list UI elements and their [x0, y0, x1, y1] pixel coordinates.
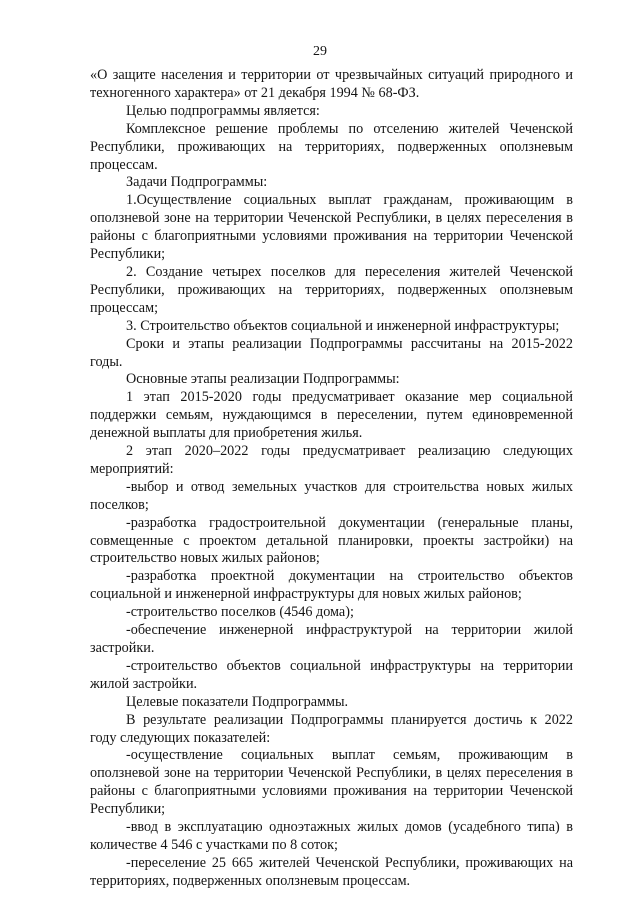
paragraph-goal-heading: Целью подпрограммы является: — [126, 102, 320, 119]
paragraph-measure-land: -выбор и отвод земельных участков для строительства новых жилых поселков; — [90, 478, 573, 513]
paragraph-stage-1: 1 этап 2015-2020 годы предусматривает оказание мер социальной поддержки семьям, нуждающимся в переселении, путем единовременной денежной выплаты для приобретения жилья. — [90, 389, 573, 442]
paragraph-indicators-intro: В результате реализации Подпрограммы планируется достичь к 2022 году следующих показателей: — [90, 711, 573, 746]
paragraph-stage-2: 2 этап 2020–2022 годы предусматривает реализацию следующих мероприятий: — [90, 443, 573, 477]
paragraph-stages-heading: Основные этапы реализации Подпрограммы: — [126, 371, 400, 388]
paragraph-measure-social: -строительство объектов социальной инфраструктуры на территории жилой застройки. — [90, 657, 573, 692]
paragraph-indicator-payments: -осуществление социальных выплат семьям, проживающим в оползневой зоне на территории Чеченской Республики, в целях переселения в районы с благоприятными условиями проживания на территории Чеченской Республики; — [90, 747, 573, 818]
paragraph-measure-design: -разработка проектной документации на строительство объектов социальной и инженерной инфраструктуры для новых жилых районов; — [90, 568, 573, 603]
paragraph-indicator-houses: -ввод в эксплуатацию одноэтажных жилых домов (усадебного типа) в количестве 4 546 с участками по 8 соток; — [90, 819, 573, 853]
paragraph-indicator-resettlement: -переселение 25 665 жителей Чеченской Республики, проживающих на территориях, подверженных оползневым процессам. — [90, 854, 573, 889]
paragraph-terms: Сроки и этапы реализации Подпрограммы рассчитаны на 2015-2022 годы. — [90, 335, 573, 370]
paragraph-task-1: 1.Осуществление социальных выплат гражданам, проживающим в оползневой зоне на территории Чеченской Республики, в целях переселения в районы с благоприятными условиями проживания на территории Чеченской Республики; — [90, 192, 573, 263]
paragraph-measure-construction: -строительство поселков (4546 дома); — [126, 604, 354, 621]
paragraph-indicators-heading: Целевые показатели Подпрограммы. — [126, 693, 349, 710]
paragraph-goal: Комплексное решение проблемы по отселению жителей Чеченской Республики, проживающих на территориях, подверженных оползневым процессам. — [90, 120, 573, 173]
page-number: 29 — [313, 44, 327, 59]
paragraph-measure-engineering: -обеспечение инженерной инфраструктурой на территории жилой застройки. — [90, 622, 573, 656]
document-body — [90, 67, 573, 891]
paragraph-measure-urban-planning: -разработка градостроительной документации (генеральные планы, совмещенные с проектом детальной планировки, проекты застройки) на строительство новых жилых районов; — [90, 514, 573, 567]
paragraph-task-3: 3. Строительство объектов социальной и инженерной инфраструктуры; — [126, 317, 560, 334]
paragraph-tasks-heading: Задачи Подпрограммы: — [126, 174, 268, 191]
paragraph-law-reference: «О защите населения и территории от чрезвычайных ситуаций природного и техногенного характера» от 21 декабря 1994 № 68-ФЗ. — [90, 67, 573, 101]
paragraph-task-2: 2. Создание четырех поселков для переселения жителей Чеченской Республики, проживающих на территориях, подверженных оползневым процессам; — [90, 263, 573, 316]
